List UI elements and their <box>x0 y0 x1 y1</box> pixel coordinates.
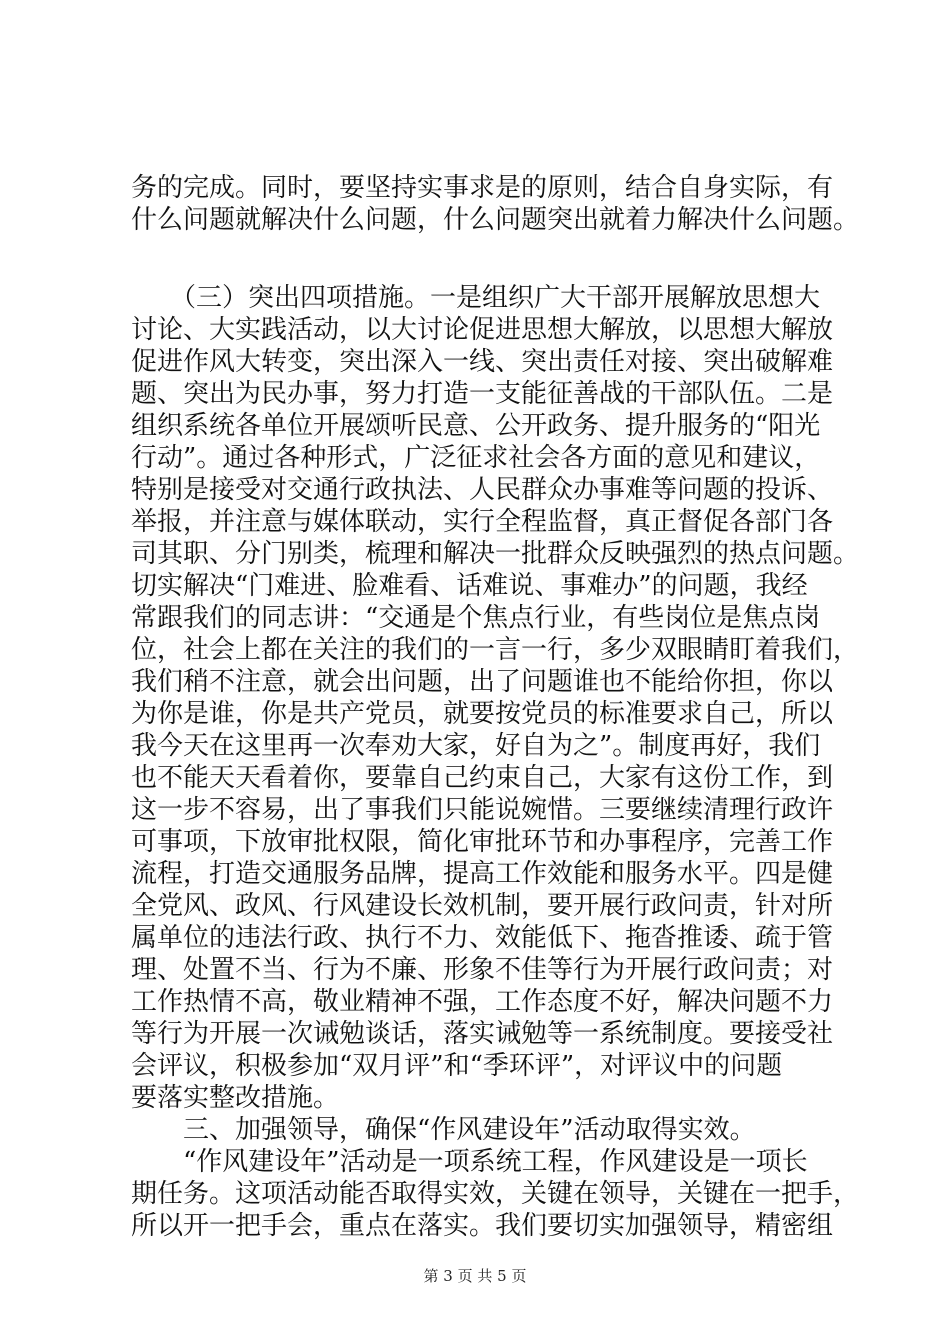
text-line: “作风建设年”活动是一项系统工程，作风建设是一项长 <box>131 1147 808 1177</box>
text-line: 要落实整改措施。 <box>131 1083 340 1113</box>
text-line: 促进作风大转变，突出深入一线、突出责任对接、突出破解难 <box>131 347 834 377</box>
text-line: 题、突出为民办事，努力打造一支能征善战的干部队伍。二是 <box>131 379 834 409</box>
document-body <box>131 172 860 1242</box>
text-line: 我今天在这里再一次奉劝大家，好自为之”。制度再好，我们 <box>131 731 821 761</box>
text-line: 工作热情不高，敬业精神不强，工作态度不好，解决问题不力 <box>131 987 834 1017</box>
text-line: 常跟我们的同志讲：“交通是个焦点行业，有些岗位是焦点岗 <box>131 603 821 633</box>
text-line: 我们稍不注意，就会出问题，出了问题谁也不能给你担，你以 <box>131 667 834 697</box>
paragraph-gap <box>131 236 831 282</box>
text-line: 所以开一把手会，重点在落实。我们要切实加强领导，精密组 <box>131 1211 834 1241</box>
text-line: （三）突出四项措施。一是组织广大干部开展解放思想大 <box>131 283 821 313</box>
text-line: 属单位的违法行政、执行不力、效能低下、拖沓推诿、疏于管 <box>131 923 834 953</box>
text-line: 全党风、政风、行风建设长效机制，要开展行政问责，针对所 <box>131 891 834 921</box>
page-number-footer: 第 3 页 共 5 页 <box>423 1267 527 1285</box>
text-line: 期任务。这项活动能否取得实效，关键在领导，关键在一把手， <box>131 1179 860 1209</box>
text-line: 举报，并注意与媒体联动，实行全程监督，真正督促各部门各 <box>131 507 834 537</box>
text-line: 理、处置不当、行为不廉、形象不佳等行为开展行政问责；对 <box>131 955 834 985</box>
text-line: 特别是接受对交通行政执法、人民群众办事难等问题的投诉、 <box>131 475 834 505</box>
text-line: 流程，打造交通服务品牌，提高工作效能和服务水平。四是健 <box>131 859 834 889</box>
paragraph-four-measures <box>131 282 860 1114</box>
text-line: 行动”。通过各种形式，广泛征求社会各方面的意见和建议， <box>131 443 821 473</box>
text-line: 组织系统各单位开展颂听民意、公开政务、提升服务的“阳光 <box>131 411 821 441</box>
text-line: 这一步不容易，出了事我们只能说婉惜。三要继续清理行政许 <box>131 795 834 825</box>
text-line: 什么问题就解决什么问题，什么问题突出就着力解决什么问题。 <box>131 205 860 235</box>
text-line: 为你是谁，你是共产党员，就要按党员的标准要求自己，所以 <box>131 699 834 729</box>
paragraph-leadership <box>131 1146 860 1242</box>
text-line: 务的完成。同时，要坚持实事求是的原则，结合自身实际，有 <box>131 173 834 203</box>
text-line: 切实解决“门难进、脸难看、话难说、事难办”的问题，我经 <box>131 571 808 601</box>
text-line: 会评议，积极参加“双月评”和“季环评”，对评议中的问题 <box>131 1051 783 1081</box>
text-line: 也不能天天看着你，要靠自己约束自己，大家有这份工作，到 <box>131 763 834 793</box>
text-line: 可事项，下放审批权限，简化审批环节和办事程序，完善工作 <box>131 827 834 857</box>
paragraph-continuation <box>131 172 860 236</box>
text-line: 司其职、分门别类，梳理和解决一批群众反映强烈的热点问题。 <box>131 539 860 569</box>
text-line: 位，社会上都在关注的我们的一言一行，多少双眼睛盯着我们， <box>131 635 860 665</box>
section-heading: 三、加强领导，确保“作风建设年”活动取得实效。 <box>131 1115 756 1145</box>
text-line: 讨论、大实践活动，以大讨论促进思想大解放，以思想大解放 <box>131 315 834 345</box>
text-line: 等行为开展一次诫勉谈话，落实诫勉等一系统制度。要接受社 <box>131 1019 834 1049</box>
